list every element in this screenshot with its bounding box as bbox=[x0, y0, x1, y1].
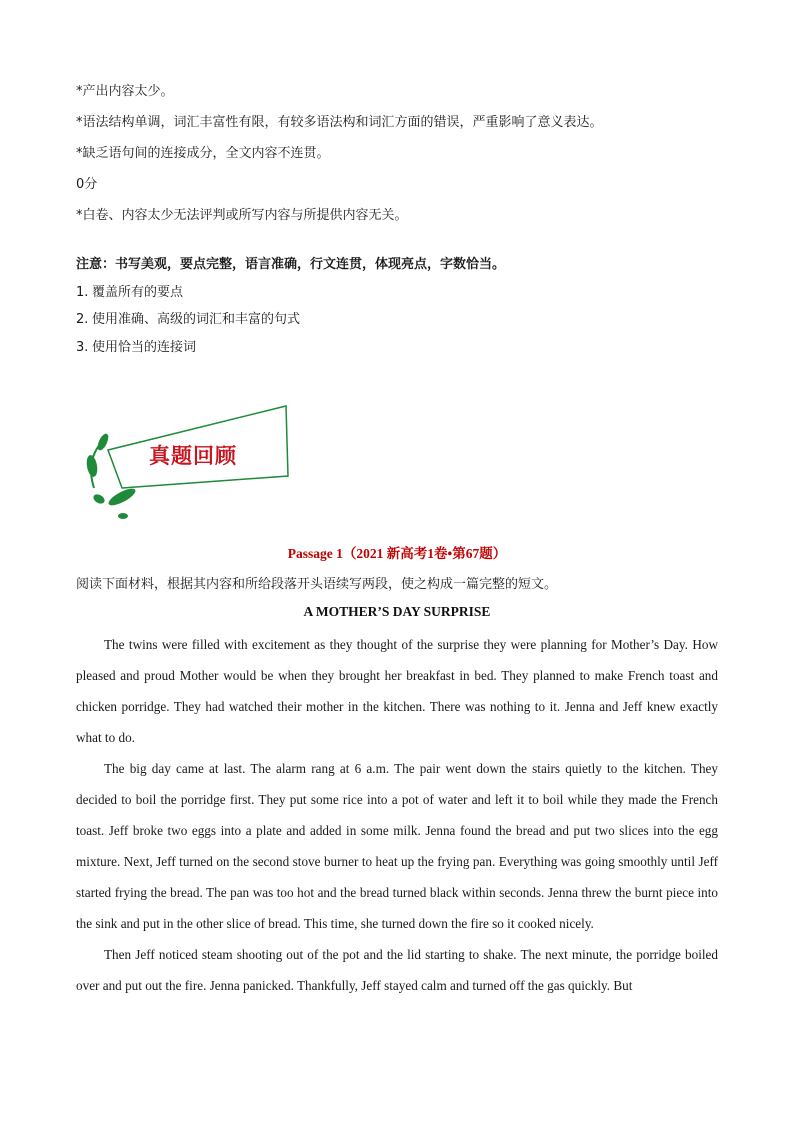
note-item bbox=[76, 285, 183, 301]
leaf-icon bbox=[85, 454, 99, 477]
leaf-icon bbox=[106, 486, 137, 509]
note-item-number: 1. bbox=[76, 285, 89, 300]
rubric-line: *缺乏语句间的连接成分，全文内容不连贯。 bbox=[76, 146, 330, 161]
leaf-icon bbox=[118, 513, 128, 519]
note-item-number: 3. bbox=[76, 340, 89, 355]
note-item-text: 使用恰当的连接词 bbox=[92, 340, 197, 355]
note-item-text: 覆盖所有的要点 bbox=[92, 285, 184, 300]
leaf-icon bbox=[92, 493, 106, 506]
story-paragraph: Then Jeff noticed steam shooting out of the pot and the lid starting to shake. The next minute, the porridge boiled over and put out the fire. Jenna panicked. Thankfully, Jeff stayed calm and turned off the gas quickly. But bbox=[76, 947, 718, 993]
section-banner-label: 真题回顾 bbox=[149, 443, 237, 468]
story-title: A MOTHER’S DAY SURPRISE bbox=[303, 604, 491, 619]
story-body bbox=[76, 629, 718, 1001]
rubric-line: *产出内容太少。 bbox=[76, 84, 174, 99]
story-paragraph: The big day came at last. The alarm rang at 6 a.m. The pair went down the stairs quietly to the kitchen. They decided to boil the porridge first. They put some rice into a pot of water and left it to boil while they made the French toast. Jeff broke two eggs into a plate and added in some milk. Jenna found the bread and put two slices into the egg mixture. Next, Jeff turned on the second stove burner to heat up the frying pan. Everything was going smoothly until Jeff started frying the bread. The pan was too hot and the bread turned black within seconds. Jenna threw the burnt piece into the sink and put in the other slice of bread. This time, she turned down the fire so it cooked nicely. bbox=[76, 761, 718, 931]
note-item bbox=[76, 340, 196, 356]
note-item-text: 使用准确、高级的词汇和丰富的句式 bbox=[92, 312, 301, 327]
passage-instruction: 阅读下面材料，根据其内容和所给段落开头语续写两段，使之构成一篇完整的短文。 bbox=[76, 577, 558, 592]
passage-title: Passage 1（2021 新高考1卷•第67题） bbox=[287, 546, 507, 561]
note-heading: 注意：书写美观，要点完整，语言准确，行文连贯，体现亮点，字数恰当。 bbox=[76, 257, 506, 272]
score-label: 0分 bbox=[76, 177, 98, 192]
note-item-number: 2. bbox=[76, 312, 89, 327]
rubric-line: *语法结构单调，词汇丰富性有限，有较多语法构和词汇方面的错误，严重影响了意义表达。 bbox=[76, 115, 603, 130]
story-paragraph: The twins were filled with excitement as they thought of the surprise they were planning for Mother’s Day. How pleased and proud Mother would be when they brought her breakfast in bed. They planned to make French toast and chicken porridge. They had watched their mother in the kitchen. There was nothing to it. Jenna and Jeff knew exactly what to do. bbox=[76, 637, 718, 745]
note-item bbox=[76, 312, 300, 328]
rubric-line: *白卷、内容太少无法评判或所写内容与所提供内容无关。 bbox=[76, 208, 408, 223]
